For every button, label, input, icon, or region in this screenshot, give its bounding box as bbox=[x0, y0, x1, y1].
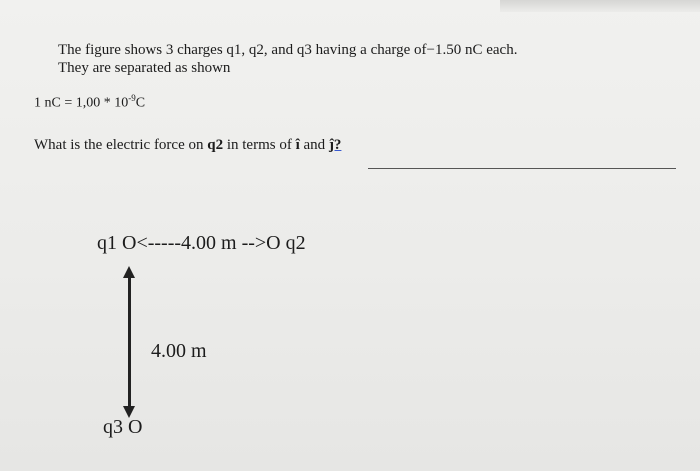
answer-line[interactable] bbox=[368, 168, 676, 169]
vertical-distance-line bbox=[128, 276, 131, 408]
question-target: q2 bbox=[207, 137, 224, 153]
question-prefix: What is the electric force on bbox=[34, 137, 208, 153]
conversion-unit: C bbox=[135, 95, 146, 111]
unit-conversion bbox=[34, 93, 145, 112]
unit-vector-j: ĵ? bbox=[328, 137, 342, 153]
question bbox=[34, 137, 341, 154]
unit-vector-i: î bbox=[295, 137, 300, 153]
vertical-distance-label: 4.00 m bbox=[151, 340, 207, 362]
problem-statement-line2: They are separated as shown bbox=[58, 60, 231, 76]
figure-horizontal-row: q1 O<-----4.00 m -->O q2 bbox=[97, 232, 306, 254]
question-middle: in terms of bbox=[223, 137, 296, 153]
problem-statement-line1: The figure shows 3 charges q1, q2, and q3 having a charge of−1.50 nC each. bbox=[58, 42, 518, 58]
q3-charge-label: q3 O bbox=[103, 416, 143, 438]
conversion-base: 1 nC = 1,00 * 10 bbox=[34, 95, 129, 111]
conversion-exponent: -9 bbox=[128, 93, 136, 103]
page-edge bbox=[500, 0, 700, 12]
question-and: and bbox=[299, 137, 329, 153]
